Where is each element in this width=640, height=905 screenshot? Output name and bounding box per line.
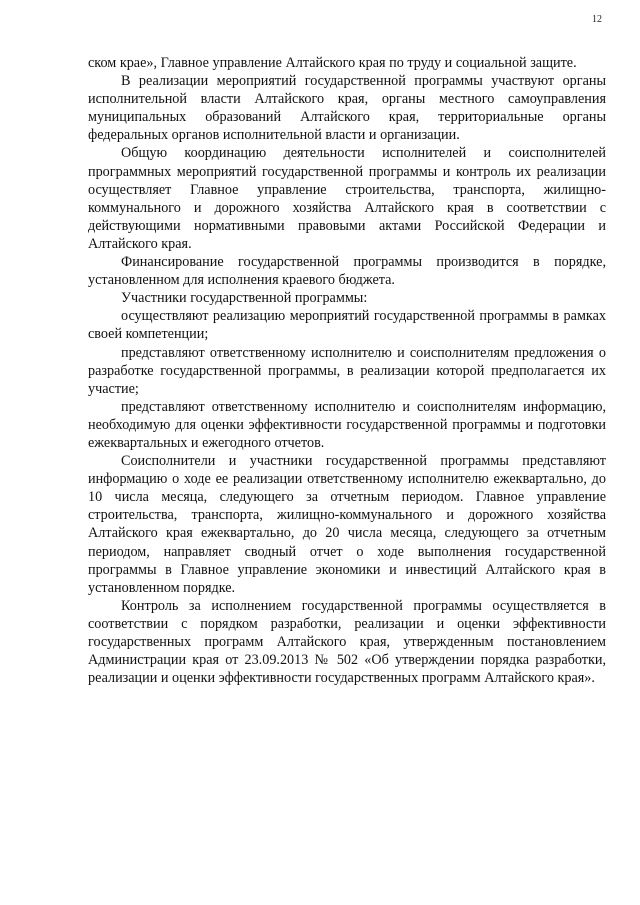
paragraph-participants-bodies: В реализации мероприятий государственной программы участвуют органы исполнительной власти Алтайского края, органы местного самоуправления муниципальных образований Алтайского края, территориальные органы федеральных органов исполнительной власти и организации. — [88, 73, 606, 144]
paragraph-coordination: Общую координацию деятельности исполнителей и соисполнителей программных мероприятий государственной программы и контроль их реализации осуществляет Главное управление строительства, транспорта, жилищно-коммунального и дорожного хозяйства Алтайского края в соответствии с действующими нормативными правовыми актами Российской Федерации и Алтайского края. — [88, 145, 606, 252]
paragraph-financing: Финансирование государственной программы производится в порядке, установленном для исполнения краевого бюджета. — [88, 254, 606, 289]
paragraph-participants-item-1: осуществляют реализацию мероприятий государственной программы в рамках своей компетенции; — [88, 308, 606, 343]
paragraph-reporting: Соисполнители и участники государственной программы представляют информацию о ходе ее реализации ответственному исполнителю ежеквартально, до 10 числа месяца, следующего за отчетным периодом. Главное управление строительства, транспорта, жилищно-коммунального и дорожного хозяйства Алтайского края ежеквартально, до 20 числа месяца, следующего за отчетным периодом, направляет сводный отчет о ходе выполнения государственной программы в Главное управление экономики и инвестиций Алтайского края в установленном порядке. — [88, 453, 606, 596]
document-body — [88, 54, 606, 687]
paragraph-participants-heading: Участники государственной программы: — [121, 290, 368, 307]
paragraph-participants-item-2: представляют ответственному исполнителю и соисполнителям предложения о разработке государственной программы, в реализации которой предполагается их участие; — [88, 344, 606, 397]
paragraph-participants-item-3: представляют ответственному исполнителю и соисполнителям информацию, необходимую для оценки эффективности государственной программы и подготовки ежеквартальных и ежегодного отчетов. — [88, 398, 606, 451]
paragraph-continued: ском крае», Главное управление Алтайского края по труду и социальной защите. — [88, 55, 577, 71]
page-number: 12 — [592, 14, 602, 25]
paragraph-control: Контроль за исполнением государственной программы осуществляется в соответствии с порядком разработки, реализации и оценки эффективности государственных программ Алтайского края, утвержденным постановлением Администрации края от 23.09.2013 № 502 «Об утверждении порядка разработки, реализации и оценки эффективности государственных программ Алтайского края». — [88, 597, 606, 687]
